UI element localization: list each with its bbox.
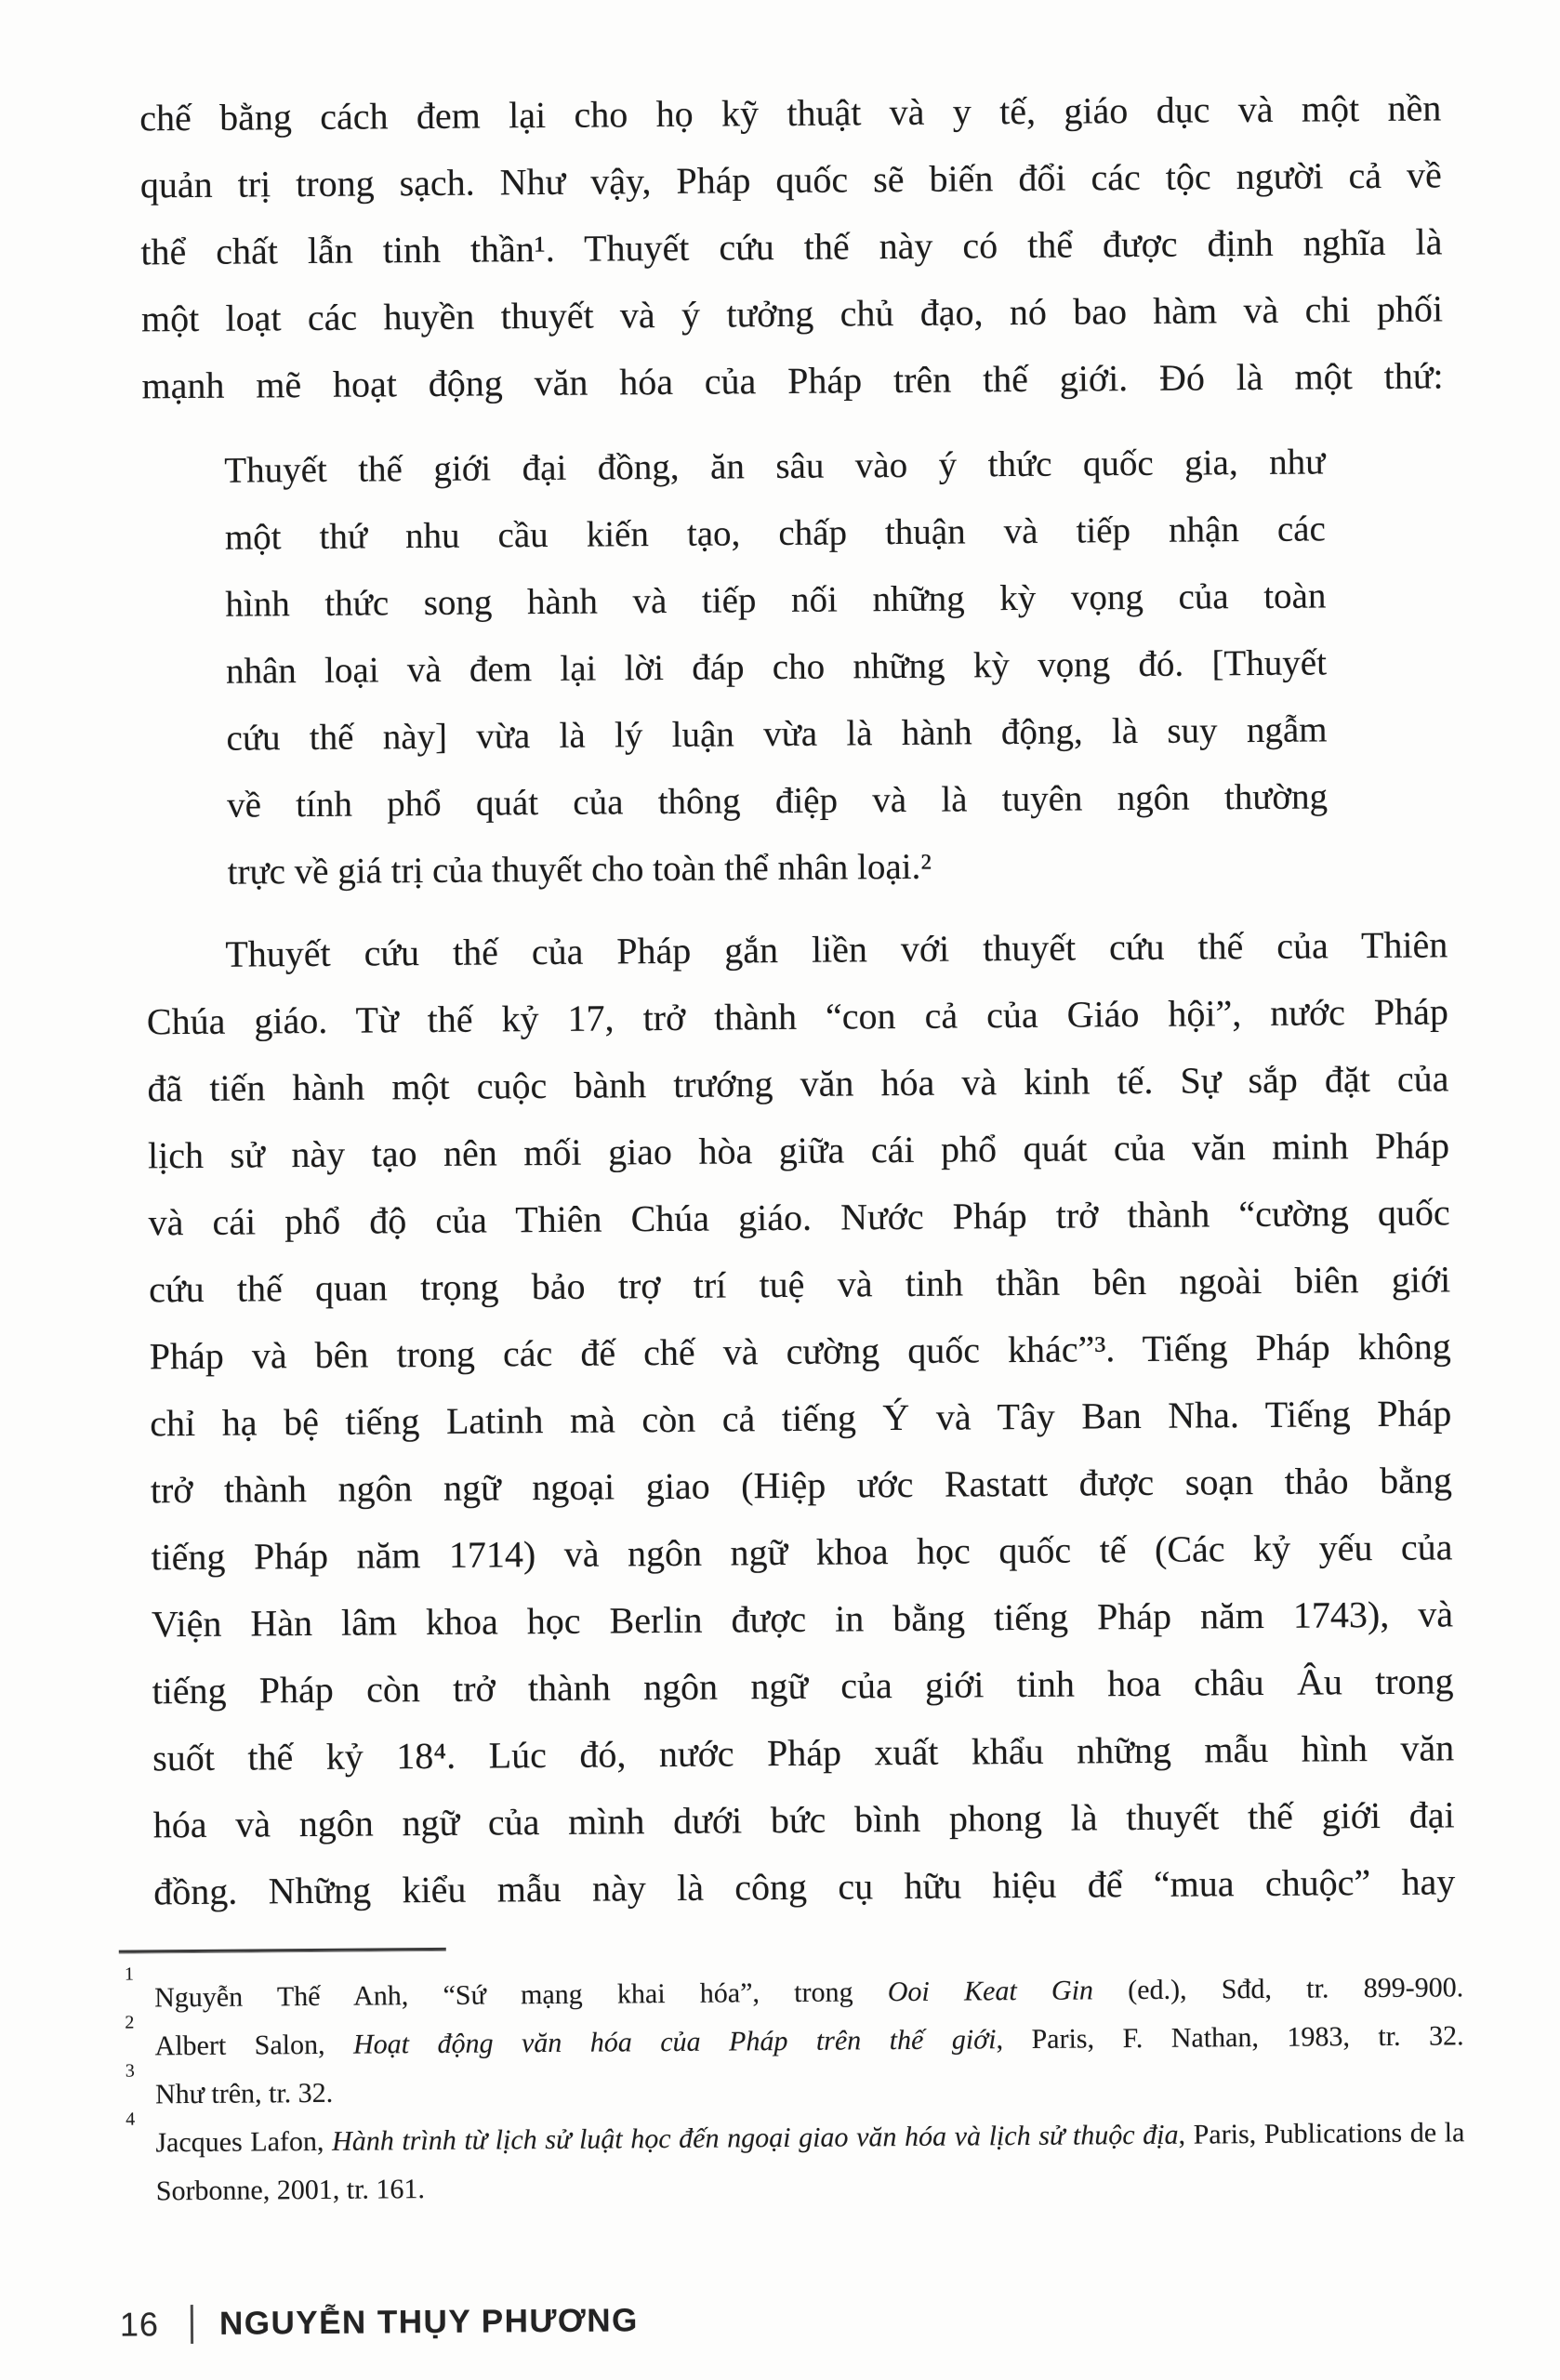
text-line: thể chất lẫn tinh thần¹. Thuyết cứu thế này có thể được định nghĩa là <box>140 220 1443 273</box>
footnotes <box>117 1964 1465 2215</box>
text-line: nhân loại và đem lại lời đáp cho những kỳ vọng đó. [Thuyết <box>225 642 1328 692</box>
paragraph <box>146 911 1455 1925</box>
text-line: hóa và ngôn ngữ của mình dưới bức bình phong là thuyết thế giới đại <box>152 1793 1455 1846</box>
footnote-text: , Paris, Publications de la Sorbonne, 2001, tr. 161. <box>155 2117 1465 2207</box>
footnote-text: Jacques Lafon, <box>155 2125 333 2159</box>
text-line: tiếng Pháp còn trở thành ngôn ngữ của giới tinh hoa châu Âu trong <box>152 1659 1454 1712</box>
footnote-4 <box>118 2109 1465 2215</box>
footnote-work-title: Hoạt động văn hóa của Pháp trên thế giới <box>352 2024 997 2060</box>
body-text <box>139 74 1456 1925</box>
footnote-work-title: Hành trình từ lịch sử luật học đến ngoại giao văn hóa và lịch sử thuộc địa <box>331 2119 1179 2157</box>
text-line: cứu thế quan trọng bảo trợ trí tuệ và tinh thần bên ngoài biên giới <box>149 1258 1451 1311</box>
text-line: chế bằng cách đem lại cho họ kỹ thuật và y tế, giáo dục và một nền <box>139 86 1442 139</box>
page-content <box>102 74 1477 2344</box>
text-line: suốt thế kỷ 18⁴. Lúc đó, nước Pháp xuất khẩu những mẫu hình văn <box>152 1726 1455 1779</box>
text-line: và cái phổ độ của Thiên Chúa giáo. Nước Pháp trở thành “cường quốc <box>148 1191 1450 1244</box>
text-line: lịch sử này tạo nên mối giao hòa giữa cái phổ quát của văn minh Pháp <box>147 1124 1450 1177</box>
text-line: hình thức song hành và tiếp nối những kỳ vọng của toàn <box>225 575 1327 625</box>
block-quote <box>224 429 1329 906</box>
running-header-author: NGUYỄN THỤY PHƯƠNG <box>218 2302 639 2342</box>
text-line: Pháp và bên trong các đế chế và cường quốc khác”³. Tiếng Pháp không <box>149 1325 1451 1378</box>
text-line: Chúa giáo. Từ thế kỷ 17, trở thành “con cả của Giáo hội”, nước Pháp <box>146 990 1449 1043</box>
text-line: trực về giá trị của thuyết cho toàn thể nhân loại.² <box>227 846 932 892</box>
text-line: về tính phổ quát của thông điệp và là tuyên ngôn thường <box>226 776 1329 826</box>
page-number: 16 <box>119 2305 160 2344</box>
text-line: một loạt các huyền thuyết và ý tưởng chủ đạo, nó bao hàm và chi phối <box>140 287 1444 340</box>
text-line: đồng. Những kiểu mẫu này là công cụ hữu hiệu để “mua chuộc” hay <box>153 1860 1456 1913</box>
text-line: Thuyết cứu thế của Pháp gắn liền với thuyết cứu thế của Thiên <box>225 923 1448 975</box>
text-line: Viện Hàn lâm khoa học Berlin được in bằng tiếng Pháp năm 1743), và <box>151 1593 1454 1646</box>
text-line: đã tiến hành một cuộc bành trướng văn hóa và kinh tế. Sự sắp đặt của <box>147 1057 1449 1110</box>
footnote-text: , Paris, F. Nathan, 1983, tr. 32. <box>996 2020 1464 2056</box>
text-line: trở thành ngôn ngữ ngoại giao (Hiệp ước Rastatt được soạn thảo bằng <box>150 1459 1453 1512</box>
text-line: một thứ nhu cầu kiến tạo, chấp thuận và tiếp nhận các <box>224 509 1326 558</box>
footer-divider <box>191 2305 193 2344</box>
page-footer <box>120 2294 1477 2344</box>
footnote-text: Như trên, tr. 32. <box>154 2077 334 2110</box>
text-line: chỉ hạ bệ tiếng Latinh mà còn cả tiếng Ý và Tây Ban Nha. Tiếng Pháp <box>150 1392 1452 1445</box>
text-line: mạnh mẽ hoạt động văn hóa của Pháp trên thế giới. Đó là một thứ: <box>141 354 1444 407</box>
footnote-text: Nguyễn Thế Anh, “Sứ mạng khai hóa”, trong <box>154 1977 888 2014</box>
paragraph <box>139 74 1444 419</box>
footnote-work-title: Ooi Keat Gin <box>887 1975 1094 2008</box>
text-line: quản trị trong sạch. Như vậy, Pháp quốc sẽ biến đổi các tộc người cả về <box>139 153 1442 206</box>
text-line: cứu thế này] vừa là lý luận vừa là hành động, là suy ngẫm <box>226 709 1328 759</box>
text-line: tiếng Pháp năm 1714) và ngôn ngữ khoa học quốc tế (Các kỷ yếu của <box>151 1526 1453 1579</box>
footnote-text: (ed.), Sđd, tr. 899-900. <box>1092 1972 1464 2006</box>
text-line: Thuyết thế giới đại đồng, ăn sâu vào ý thức quốc gia, như <box>224 442 1326 491</box>
footnote-text: Albert Salon, <box>154 2029 354 2062</box>
footnote-separator-rule <box>119 1948 446 1954</box>
